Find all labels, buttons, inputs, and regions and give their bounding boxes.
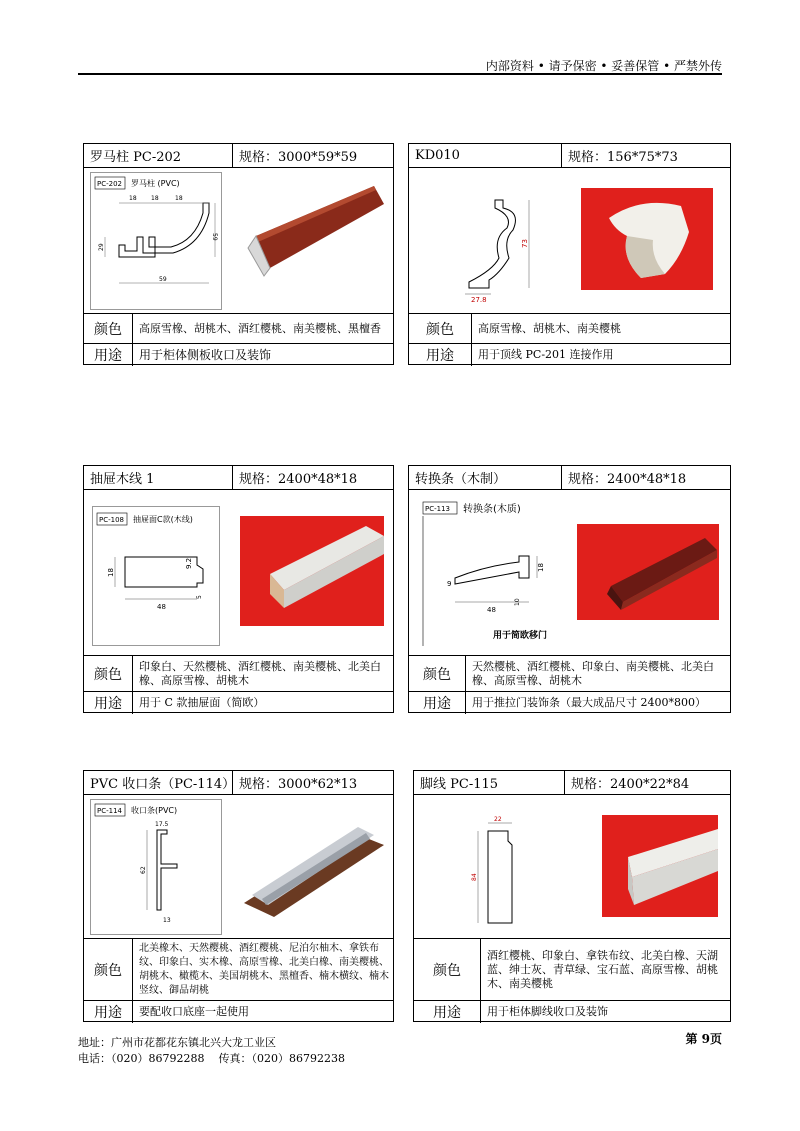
color-options: 北美橡木、天然樱桃、酒红樱桃、尼泊尔柚木、拿铁布纹、印象白、实木橡、高原雪橡、北美白橡、南美樱桃、胡桃木、橄榄木、美国胡桃木、黑檀香、楠木横纹、楠木竖纹、御品胡桃: [132, 939, 393, 1000]
usage-label: 用途: [94, 696, 122, 712]
product-spec: 规格：156*75*73: [561, 144, 730, 167]
product-name: KD010: [415, 148, 460, 163]
product-card-pc202: [83, 143, 394, 365]
svg-text:73: 73: [521, 239, 529, 248]
svg-text:59: 59: [159, 276, 167, 283]
svg-text:9.2: 9.2: [185, 557, 193, 569]
usage-label: 用途: [423, 696, 451, 712]
technical-drawing: [415, 496, 565, 650]
color-label: 颜色: [94, 321, 122, 338]
product-name: 罗马柱 PC-202: [90, 150, 182, 165]
product-card-pc115: [413, 770, 731, 1022]
color-options: 高原雪橡、胡桃木、酒红樱桃、南美樱桃、黑檀香: [132, 314, 393, 343]
product-name: PVC 收口条（PC-114）: [90, 777, 236, 792]
technical-drawing: [429, 178, 559, 306]
svg-text:48: 48: [157, 603, 166, 611]
usage-label: 用途: [433, 1005, 461, 1021]
product-spec: 规格：2400*22*84: [564, 771, 730, 794]
product-spec: 规格：3000*59*59: [232, 144, 393, 167]
svg-text:27.8: 27.8: [471, 296, 487, 304]
product-photo: [602, 815, 718, 917]
page-number: 第 9页: [685, 1032, 722, 1046]
drawing-title: 收口条(PVC): [131, 806, 178, 815]
usage-label: 用途: [94, 348, 122, 364]
color-label: 颜色: [423, 666, 451, 683]
header-rule: [78, 73, 722, 75]
product-name: 抽屉木线 1: [90, 472, 155, 487]
drawing-code: PC-108: [99, 516, 124, 524]
svg-text:29: 29: [98, 243, 105, 251]
svg-text:5: 5: [196, 595, 203, 599]
usage-text: 用于 C 款抽屉面（简欧）: [132, 692, 393, 714]
product-spec: 规格：3000*62*13: [232, 771, 393, 794]
color-options: 天然樱桃、酒红樱桃、印象白、南美樱桃、北美白橡、高原雪橡、胡桃木: [465, 656, 730, 691]
product-photo: [234, 176, 384, 302]
color-options: 高原雪橡、胡桃木、南美樱桃: [471, 314, 730, 343]
product-photo: [234, 803, 386, 931]
color-label: 颜色: [433, 962, 461, 979]
svg-text:18: 18: [175, 195, 183, 202]
product-card-transition-strip: [408, 465, 731, 713]
technical-drawing: [92, 506, 220, 646]
drawing-code: PC-202: [97, 180, 122, 188]
color-label: 颜色: [94, 962, 122, 979]
product-card-pc114: [83, 770, 394, 1022]
company-address: 地址：广州市花都花东镇北兴大龙工业区: [78, 1036, 276, 1049]
svg-text:18: 18: [129, 195, 137, 202]
svg-text:84: 84: [471, 873, 478, 881]
product-photo: [581, 188, 713, 290]
product-name: 转换条（木制）: [415, 472, 507, 487]
svg-text:18: 18: [107, 568, 115, 577]
usage-label: 用途: [426, 348, 454, 364]
svg-text:18: 18: [151, 195, 159, 202]
product-spec: 规格：2400*48*18: [232, 466, 393, 489]
drawing-code: PC-114: [97, 807, 122, 815]
technical-drawing: [90, 799, 222, 935]
technical-drawing: [90, 172, 222, 310]
svg-text:13: 13: [163, 917, 171, 924]
technical-drawing: [454, 811, 544, 931]
color-options: 印象白、天然樱桃、酒红樱桃、南美樱桃、北美白橡、高原雪橡、胡桃木: [132, 656, 393, 691]
confidential-notice: 内部资料 • 请予保密 • 妥善保管 • 严禁外传: [485, 59, 722, 73]
product-spec: 规格：2400*48*18: [561, 466, 730, 489]
usage-text: 用于顶线 PC-201 连接作用: [471, 344, 730, 366]
svg-text:17.5: 17.5: [155, 821, 169, 828]
usage-text: 要配收口底座一起使用: [132, 1001, 393, 1023]
svg-text:59: 59: [211, 233, 218, 241]
svg-text:10: 10: [514, 598, 521, 606]
svg-text:18: 18: [537, 563, 545, 572]
color-label: 颜色: [426, 321, 454, 338]
product-card-drawer-trim: [83, 465, 394, 713]
color-label: 颜色: [94, 666, 122, 683]
product-card-kd010: [408, 143, 731, 365]
usage-text: 用于推拉门装饰条（最大成品尺寸 2400*800）: [465, 692, 730, 714]
usage-text: 用于柜体脚线收口及装饰: [480, 1001, 730, 1023]
drawing-title: 抽屉面C款(木线): [133, 515, 193, 524]
svg-text:62: 62: [140, 866, 147, 874]
color-options: 酒红樱桃、印象白、拿铁布纹、北美白橡、天湖蓝、绅士灰、青草绿、宝石蓝、高原雪橡、胡桃木、南美樱桃: [480, 939, 730, 1000]
svg-text:48: 48: [487, 606, 496, 614]
svg-text:9: 9: [447, 580, 452, 588]
product-photo: [240, 516, 384, 626]
company-phone: 电话：（020）86792288 传真：（020）86792238: [78, 1052, 345, 1065]
product-name: 脚线 PC-115: [420, 777, 499, 792]
svg-text:22: 22: [494, 816, 502, 823]
product-photo: [577, 524, 719, 620]
drawing-title: 转换条(木质): [463, 504, 521, 515]
drawing-note: 用于简欧移门: [493, 631, 548, 641]
drawing-code: PC-113: [425, 505, 450, 513]
usage-text: 用于柜体侧板收口及装饰: [132, 344, 393, 366]
usage-label: 用途: [94, 1005, 122, 1021]
drawing-title: 罗马柱 (PVC): [131, 179, 180, 188]
